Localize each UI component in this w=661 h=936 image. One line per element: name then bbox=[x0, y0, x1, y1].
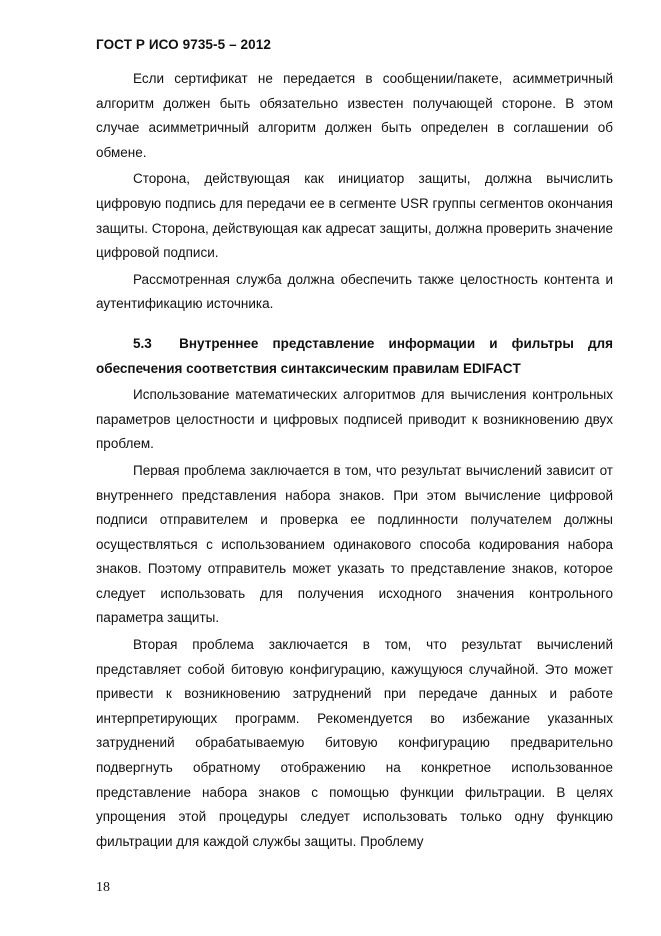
paragraph: Сторона, действующая как инициатор защиты, должна вычислить цифровую подпись для передачи ее в сегменте USR группы сегментов окончания защиты. Сторона, действующая как адресат защиты, должна проверить значение цифровой подписи. bbox=[96, 171, 613, 261]
section-heading bbox=[96, 332, 613, 381]
paragraph: Вторая проблема заключается в том, что результат вычислений представляет собой битовую конфигурацию, кажущуюся случайной. Это может привести к возникновению затруднений при передаче данных и работе интерпретирующих программ. Рекомендуется во избежание указанных затруднений обрабатываемую битовую конфигурацию предварительно подвергнуть обратному отображению на конкретное использованное представление набора знаков с помощью функции фильтрации. В целях упрощения этой процедуры следует использовать только одну функцию фильтрации для каждой службы защиты. Проблему bbox=[96, 637, 613, 849]
document-body bbox=[96, 67, 613, 854]
document-header: ГОСТ Р ИСО 9735-5 – 2012 bbox=[96, 37, 271, 52]
paragraph: Первая проблема заключается в том, что результат вычислений зависит от внутреннего представления набора знаков. При этом вычисление цифровой подписи отправителем и проверка ее подлинности получателем должны осуществляться с использованием одинакового способа кодирования набора знаков. Поэтому отправитель может указать то представление знаков, которое следует использовать для получения исходного значения контрольного параметра защиты. bbox=[96, 462, 613, 626]
paragraph: Рассмотренная служба должна обеспечить также целостность контента и аутентификацию источника. bbox=[96, 271, 613, 312]
section-title: Внутреннее представление информации и фильтры для обеспечения соответствия синтаксическим правилам EDIFACT bbox=[96, 335, 613, 376]
page-number: 18 bbox=[96, 880, 110, 895]
paragraph: Использование математических алгоритмов для вычисления контрольных параметров целостности и цифровых подписей приводит к возникновению двух проблем. bbox=[96, 387, 613, 452]
section-number: 5.3 bbox=[133, 335, 152, 351]
paragraph: Если сертификат не передается в сообщении/пакете, асимметричный алгоритм должен быть обязательно известен получающей стороне. В этом случае асимметричный алгоритм должен быть определен в соглашении об обмене. bbox=[96, 71, 613, 160]
